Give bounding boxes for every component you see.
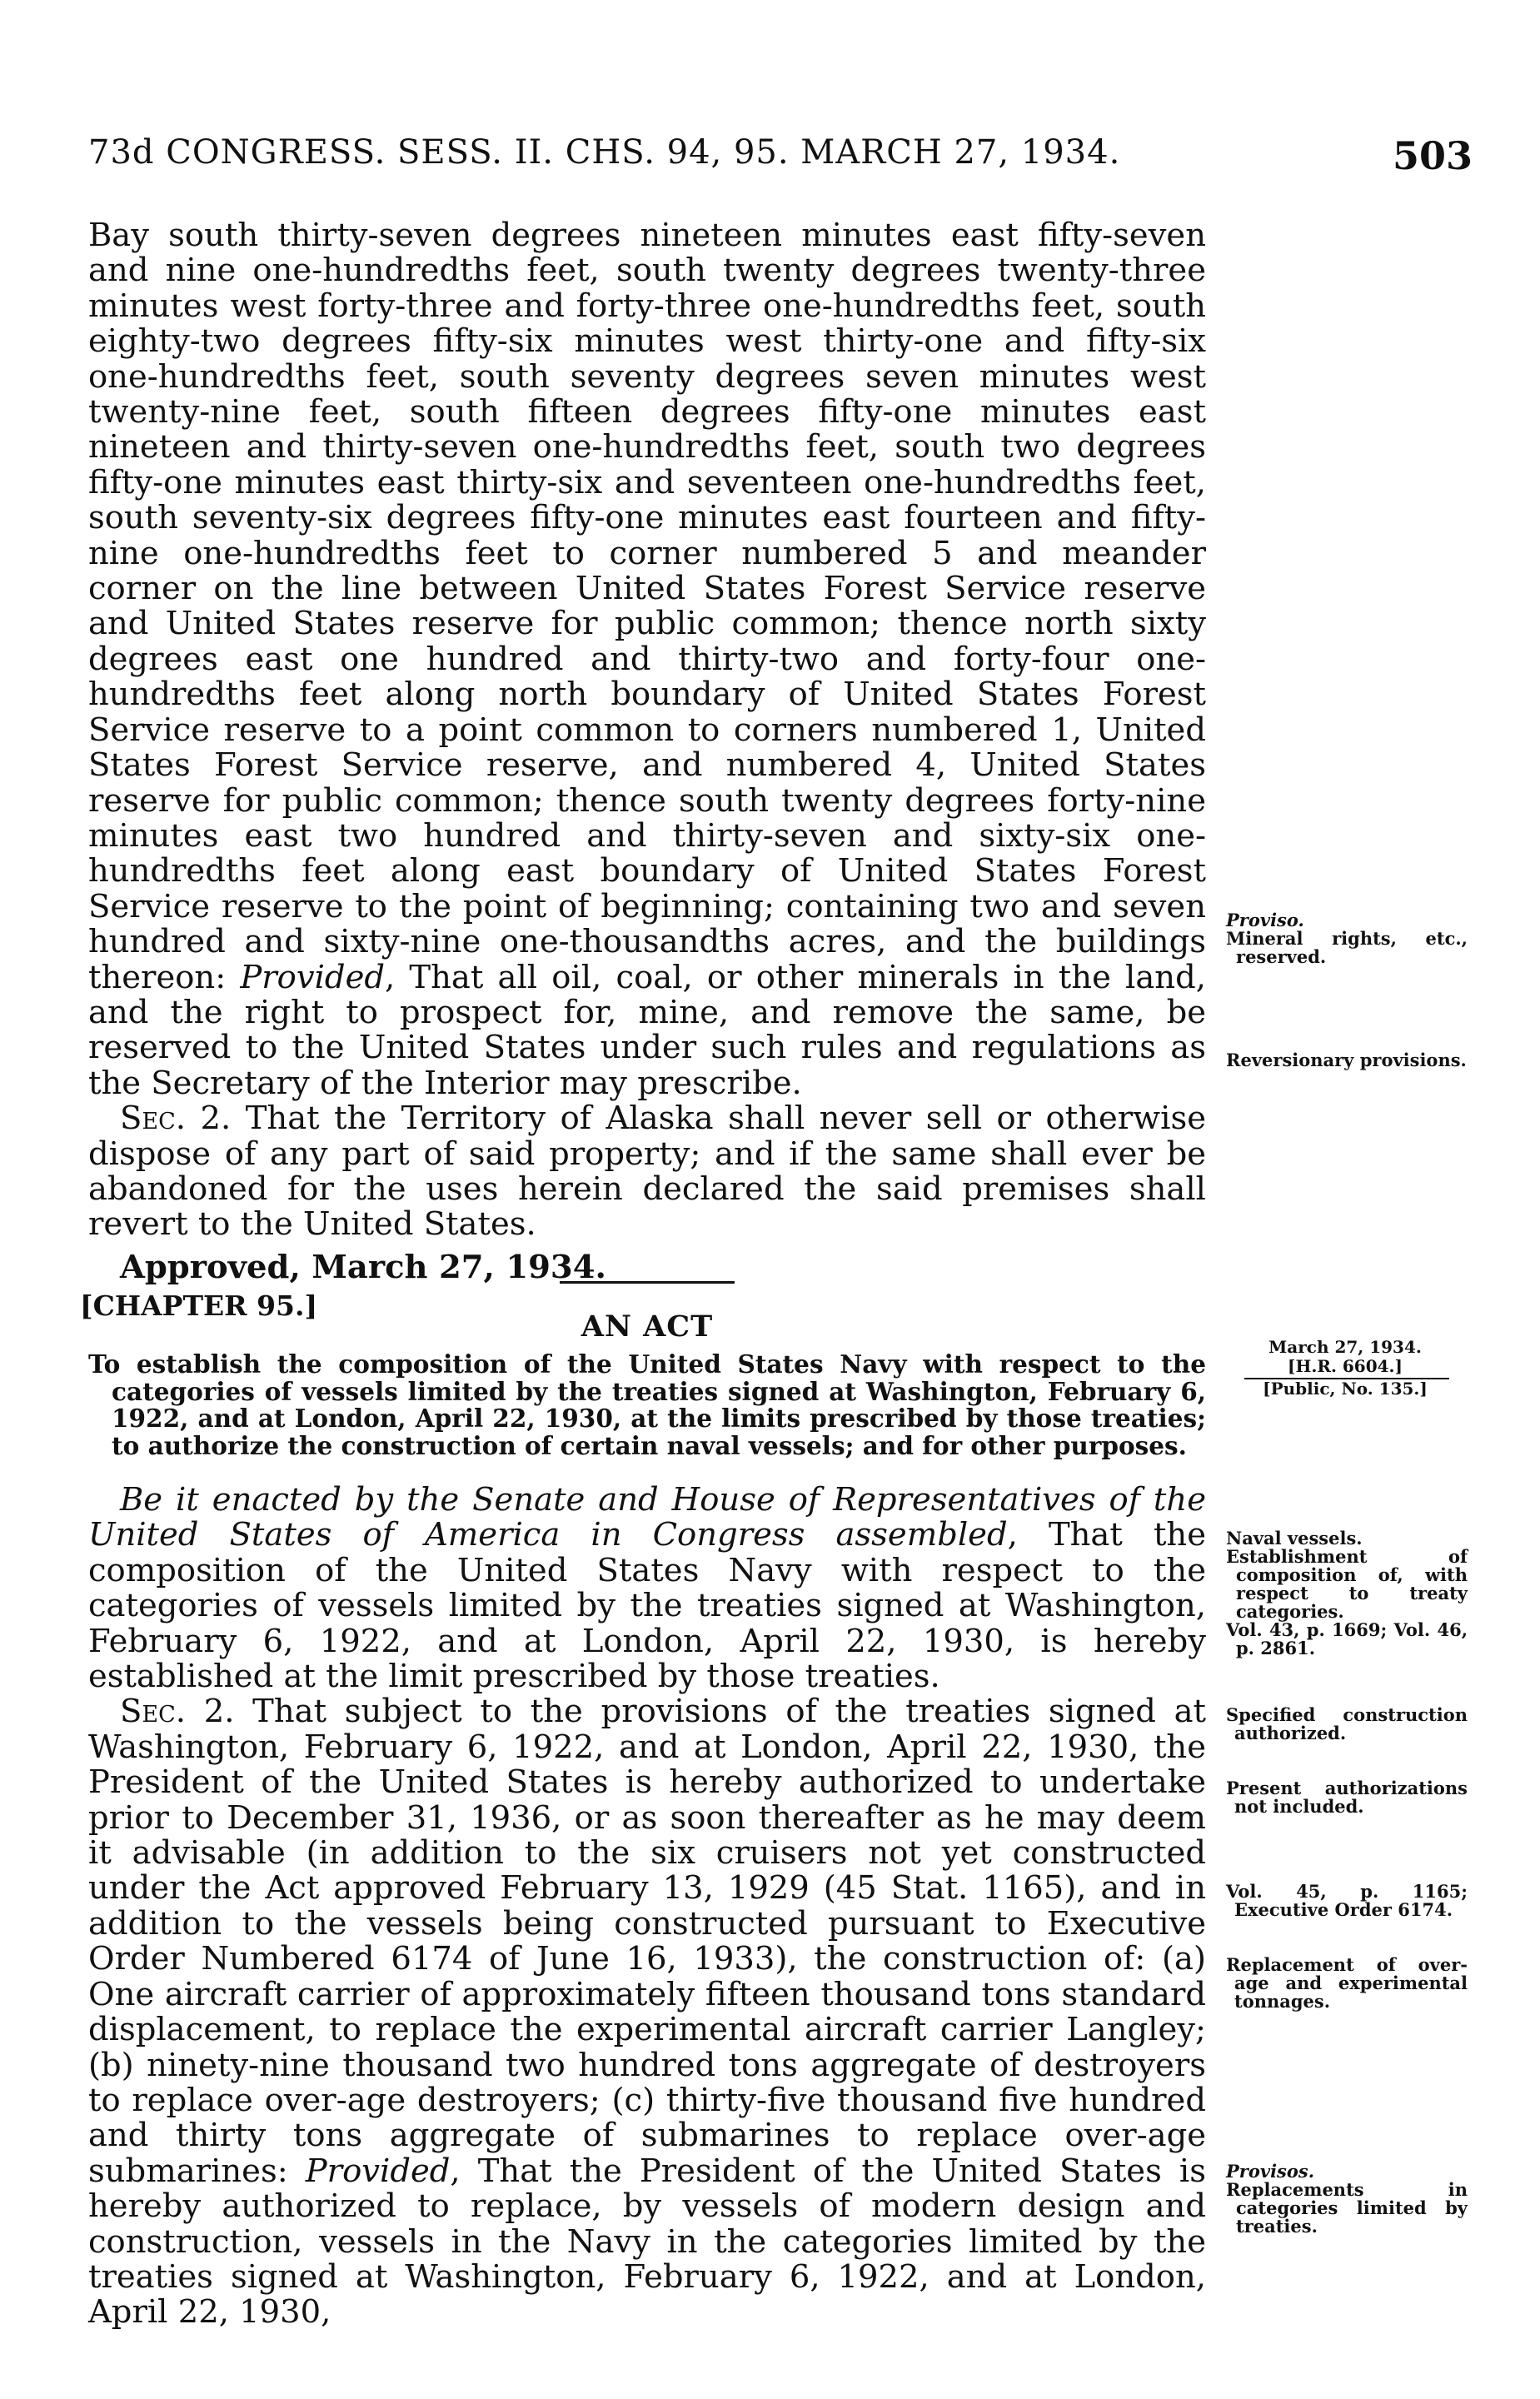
enacting-paragraph: Be it enacted by the Senate and House of Representatives of the United States of America in Congress assembled, That the composition of the United States Navy with respect to the categories of vessels limited by the treaties signed at Washington, February 6, 1922, and at London, April 22, 1930, is hereby established at the limit prescribed by those treaties. <box>88 1481 1206 1696</box>
provided-word: Provided <box>305 2152 451 2190</box>
margin-note-naval: Naval vessels. Establishment of composition of, with respect to treaty categories. Vol. 43, p. 1669; Vol. 46, p. 2861. <box>1226 1528 1468 1658</box>
bill-info <box>1233 1338 1458 1399</box>
margin-note-provisos: Provisos. Replacements in categories limited by treaties. <box>1226 2161 1468 2237</box>
margin-note-reversionary: Reversionary provisions. <box>1226 1050 1467 1070</box>
section-label: Sec. 2. <box>120 1693 235 1731</box>
bill-number: [H.R. 6604.] <box>1288 1356 1403 1376</box>
public-law-number: [Public, No. 135.] <box>1263 1379 1428 1399</box>
margin-note-replacement: Replacement of over-age and experimental tonnages. <box>1226 1954 1468 2012</box>
chapter-94-body <box>88 218 1206 1286</box>
boundary-description: Bay south thirty-seven degrees nineteen minutes east fifty-seven and nine one-hundredths feet, south twenty degrees twenty-three minutes west forty-three and forty-three one-hundredths feet, south eighty-two degrees fifty-six minutes west thirty-one and fifty-six one-hundredths feet, south seventy degrees seven minutes west twenty-nine feet, south fifteen degrees fifty-one minutes east nineteen and thirty-seven one-hundredths feet, south two degrees fifty-one minutes east thirty-six and seventeen one-hundredths feet, south seventy-six degrees fifty-one minutes east fourteen and fifty-nine one-hundredths feet to corner numbered 5 and meander corner on the line between United States Forest Service reserve and United States reserve for public common; thence north sixty degrees east one hundred and thirty-two and forty-four one-hundredths feet along north boundary of United States Forest Service reserve to a point common to corners numbered 1, United States Forest Service reserve, and numbered 4, United States reserve for public common; thence south twenty degrees forty-nine minutes east two hundred and thirty-seven and sixty-six one-hundredths feet along east boundary of United States Forest Service reserve to the point of beginning; containing two and seven hundred and sixty-nine one-thousandths acres, and the buildings thereon: Provided, That all oil, coal, or other minerals in the land, and the right to prospect for, mine, and remove the same, be reserved to the United States under such rules and regulations as the Secretary of the Interior may prescribe. <box>88 217 1206 1102</box>
act-heading: AN ACT <box>581 1309 714 1344</box>
section-2-paragraph: Sec. 2. That subject to the provisions of the treaties signed at Washington, February 6, 1922, and at London, April 22, 1930, the President of the United States is hereby authorized to undertake prior to December 31, 1936, or as soon thereafter as he may deem it advisable (in addition to the six cruisers not yet constructed under the Act approved February 13, 1929 (45 Stat. 1165), and in addition to the vessels being constructed pursuant to Executive Order Numbered 6174 of June 16, 1933), the construction of: (a) One aircraft carrier of approximately fifteen thousand tons standard displacement, to replace the experimental aircraft carrier Langley; (b) ninety-nine thousand two hundred tons aggregate of destroyers to replace over-age destroyers; (c) thirty-five thousand five hundred and thirty tons aggregate of submarines to replace over-age submarines: Provided, That the President of the United States is hereby authorized to replace, by vessels of modern design and construction, vessels in the Navy in the categories limited by the treaties signed at Washington, February 6, 1922, and at London, April 22, 1930, <box>88 1693 1206 2332</box>
section-divider <box>560 1281 735 1284</box>
margin-note-specified: Specified construction authorized. <box>1226 1704 1468 1743</box>
page-number: 503 <box>1393 133 1473 178</box>
proviso-label: Proviso. <box>1226 910 1304 930</box>
section-label: Sec. 2. <box>120 1100 232 1138</box>
enacting-clause: Be it enacted by the Senate and House of Representatives of the United States of America in Congress assembled <box>88 1481 1206 1554</box>
running-head: 73d CONGRESS. SESS. II. CHS. 94, 95. MARCH 27, 1934. <box>88 133 1121 172</box>
margin-note-present: Present authorizations not included. <box>1226 1778 1468 1817</box>
bill-date: March 27, 1934. <box>1268 1337 1422 1357</box>
provisos-label: Provisos. <box>1226 2161 1315 2182</box>
section-2-paragraph: Sec. 2. That the Territory of Alaska shall never sell or otherwise dispose of any part of said property; and if the same shall ever be abandoned for the uses herein declared the said premises shall revert to the United States. <box>88 1100 1206 1244</box>
chapter-95-body <box>88 1483 1206 2331</box>
margin-note-vol45: Vol. 45, p. 1165; Executive Order 6174. <box>1226 1881 1468 1920</box>
approval-line: Approved, March 27, 1934. <box>120 1248 606 1286</box>
chapter-label: [CHAPTER 95.] <box>80 1289 318 1322</box>
margin-note-proviso: Proviso. Mineral rights, etc., reserved. <box>1226 910 1468 967</box>
running-header <box>0 133 1540 183</box>
provided-word: Provided <box>240 958 386 996</box>
act-purpose: To establish the composition of the United States Navy with respect to the categories of vessels limited by the treaties signed at Washington, February 6, 1922, and at London, April 22, 1930, at the limits prescribed by those treaties; to authorize the construction of certain naval vessels; and for other purposes. <box>88 1349 1206 1460</box>
